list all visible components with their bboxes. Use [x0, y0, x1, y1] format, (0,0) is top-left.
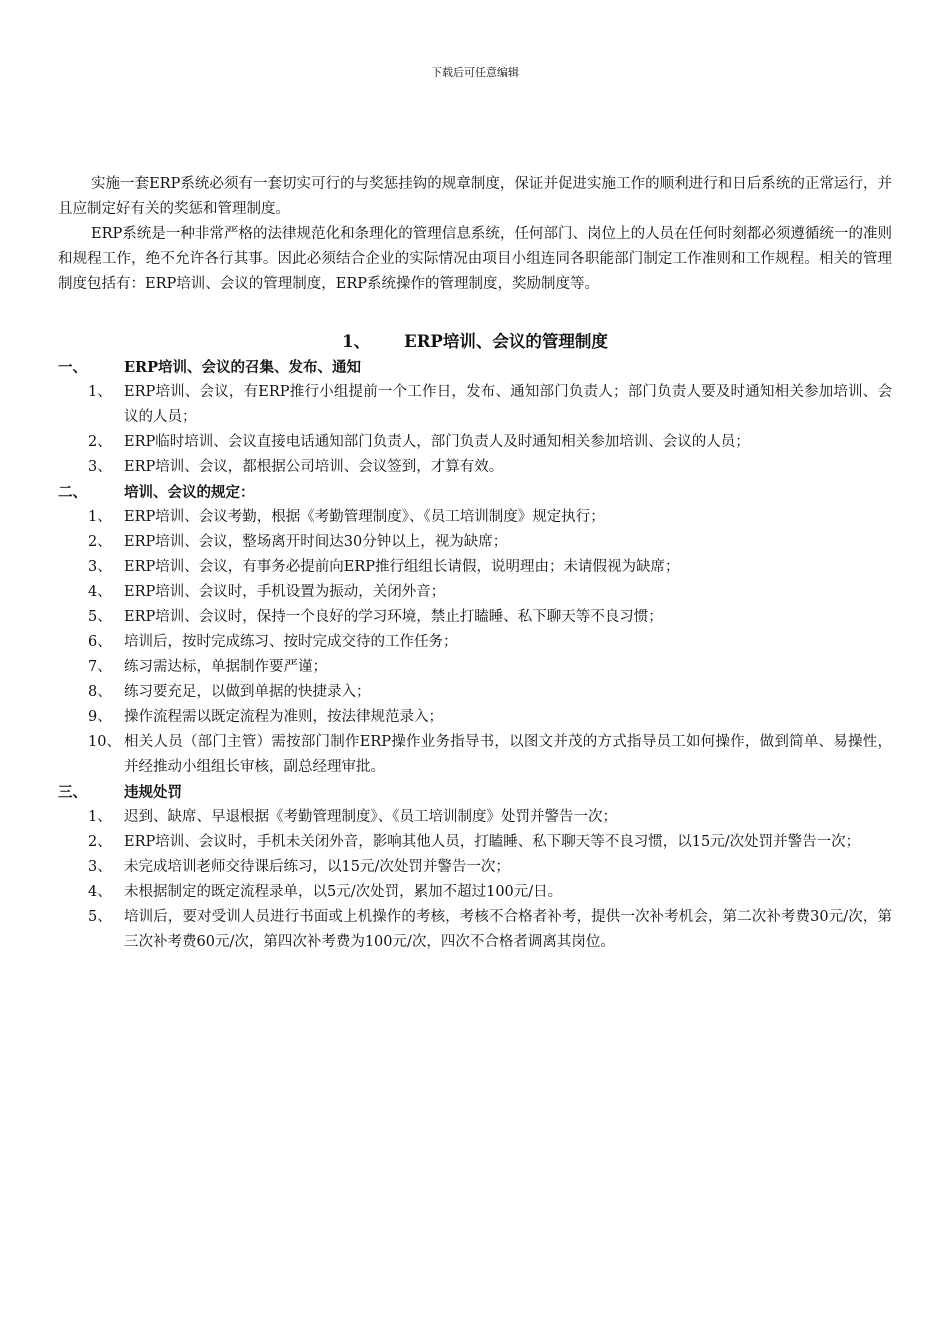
list-item-text: 相关人员（部门主管）需按部门制作ERP操作业务指导书，以图文并茂的方式指导员工如何操作，做到简单、易操性，并经推动小组组长审核，副总经理审批。 [124, 734, 892, 775]
list-item-text: ERP培训、会议，有ERP推行小组提前一个工作日，发布、通知部门负责人；部门负责人要及时通知相关参加培训、会议的人员； [124, 384, 892, 425]
list-item [58, 455, 892, 480]
list-item [58, 680, 892, 705]
list-item-number: 3、 [88, 459, 112, 475]
list-item-number: 3、 [88, 559, 112, 575]
list-item-number: 2、 [88, 534, 112, 550]
list-item [58, 880, 892, 905]
list-item [58, 530, 892, 555]
list-item-text: 未根据制定的既定流程录单，以5元/次处罚，累加不超过100元/日。 [124, 884, 563, 900]
group-heading [58, 780, 892, 805]
header-note: 下载后可任意编辑 [431, 66, 519, 79]
list-item-text: ERP培训、会议时，手机未关闭外音，影响其他人员，打瞌睡、私下聊天等不良习惯，以15元/次处罚并警告一次； [124, 834, 861, 850]
list-item-number: 10、 [88, 734, 121, 750]
list-item-number: 6、 [88, 634, 112, 650]
list-item-text: 练习要充足，以做到单据的快捷录入； [124, 684, 371, 700]
list-item [58, 505, 892, 530]
list-item [58, 830, 892, 855]
group-heading [58, 355, 892, 380]
list-item [58, 855, 892, 880]
list-item-number: 3、 [88, 859, 112, 875]
list-item-text: ERP临时培训、会议直接电话通知部门负责人，部门负责人及时通知相关参加培训、会议的人员； [124, 434, 750, 450]
list-item-text: ERP培训、会议，整场离开时间达30分钟以上，视为缺席； [124, 534, 508, 550]
list-item-text: ERP培训、会议时，手机设置为振动，关闭外音； [124, 584, 446, 600]
list-item [58, 705, 892, 730]
group-title: 培训、会议的规定： [124, 484, 255, 501]
group-number: 一、 [58, 359, 87, 376]
section-title [58, 329, 892, 355]
list-item-text: ERP培训、会议时，保持一个良好的学习环境，禁止打瞌睡、私下聊天等不良习惯； [124, 609, 663, 625]
list-item-text: 练习需达标，单据制作要严谨； [124, 659, 327, 675]
list-item-number: 2、 [88, 834, 112, 850]
list-item-number: 5、 [88, 909, 112, 925]
list-item [58, 605, 892, 630]
group-number: 三、 [58, 784, 87, 801]
group-title: 违规处罚 [124, 784, 182, 801]
section-number: 1、 [342, 332, 371, 351]
list-item [58, 805, 892, 830]
list-item [58, 580, 892, 605]
list-item-number: 9、 [88, 709, 112, 725]
intro-paragraph: 实施一套ERP系统必须有一套切实可行的与奖惩挂钩的规章制度，保证并促进实施工作的顺利进行和日后系统的正常运行，并且应制定好有关的奖惩和管理制度。 [58, 176, 892, 217]
list-item-text: ERP培训、会议考勤，根据《考勤管理制度》、《员工培训制度》规定执行； [124, 509, 605, 525]
list-item-number: 4、 [88, 584, 112, 600]
list-item [58, 555, 892, 580]
list-item [58, 380, 892, 430]
list-item [58, 905, 892, 955]
group-title: ERP培训、会议的召集、发布、通知 [124, 359, 362, 376]
document-body [58, 172, 892, 955]
list-item-text: 迟到、缺席、早退根据《考勤管理制度》、《员工培训制度》处罚并警告一次； [124, 809, 617, 825]
list-item-number: 1、 [88, 384, 112, 400]
group-number: 二、 [58, 484, 87, 501]
list-item-text: 未完成培训老师交待课后练习，以15元/次处罚并警告一次； [124, 859, 510, 875]
list-item-text: 培训后，要对受训人员进行书面或上机操作的考核，考核不合格者补考，提供一次补考机会，第二次补考费30元/次，第三次补考费60元/次，第四次补考费为100元/次，四次不合格者调离其岗位。 [124, 909, 892, 950]
list-item-text: 培训后，按时完成练习、按时完成交待的工作任务； [124, 634, 458, 650]
list-item [58, 630, 892, 655]
list-item-number: 5、 [88, 609, 112, 625]
list-item [58, 655, 892, 680]
list-item [58, 430, 892, 455]
list-item-text: ERP培训、会议，都根据公司培训、会议签到，才算有效。 [124, 459, 504, 475]
list-item-number: 1、 [88, 809, 112, 825]
list-item-number: 4、 [88, 884, 112, 900]
list-item-number: 8、 [88, 684, 112, 700]
list-item [58, 730, 892, 780]
intro-paragraph: ERP系统是一种非常严格的法律规范化和条理化的管理信息系统，任何部门、岗位上的人员在任何时刻都必须遵循统一的准则和规程工作，绝不允许各行其事。因此必须结合企业的实际情况由项目小组连同各职能部门制定工作准则和工作规程。相关的管理制度包括有：ERP培训、会议的管理制度，ERP系统操作的管理制度，奖励制度等。 [58, 226, 892, 292]
list-item-number: 7、 [88, 659, 112, 675]
group-heading [58, 480, 892, 505]
list-item-text: ERP培训、会议，有事务必提前向ERP推行组组长请假，说明理由；未请假视为缺席； [124, 559, 680, 575]
list-item-text: 操作流程需以既定流程为准则，按法律规范录入； [124, 709, 443, 725]
list-item-number: 2、 [88, 434, 112, 450]
section-title-text: ERP培训、会议的管理制度 [404, 332, 608, 351]
list-item-number: 1、 [88, 509, 112, 525]
